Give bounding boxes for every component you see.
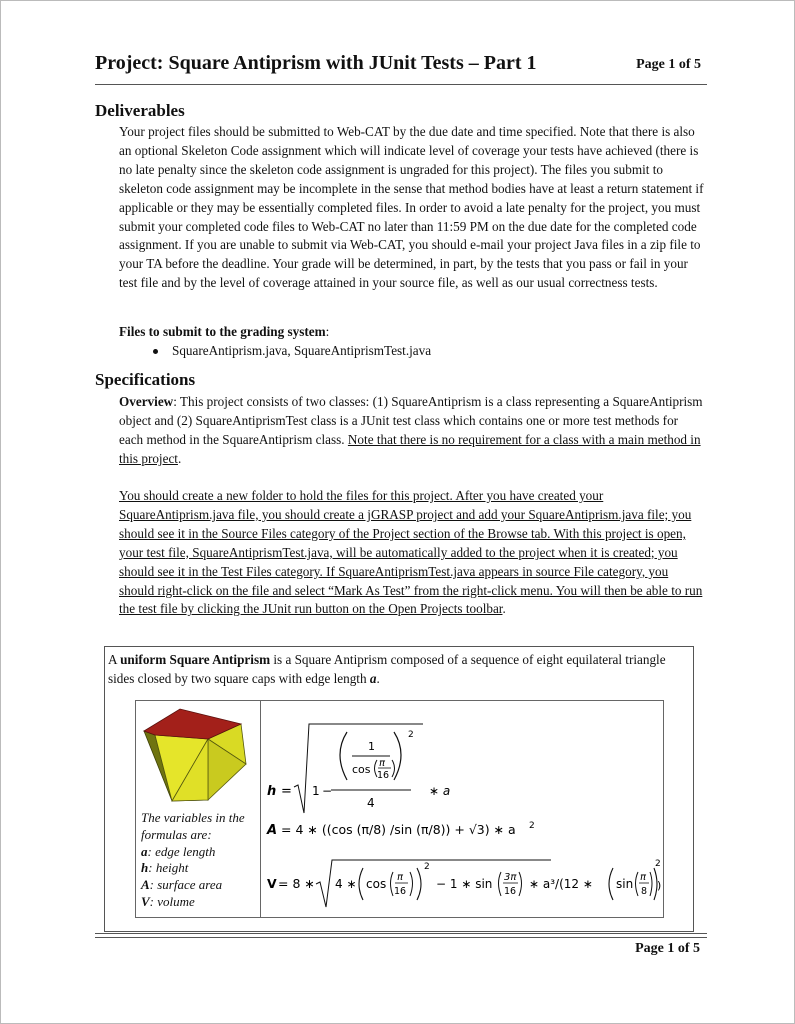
V-exponent-2: 2: [655, 859, 661, 869]
variable-a-desc: : edge length: [147, 843, 216, 859]
V-close-paren-1: [417, 868, 421, 900]
folder-end: .: [502, 601, 506, 617]
h-square-exponent: 2: [408, 730, 414, 740]
variable-A-symbol: A: [141, 877, 150, 893]
overview-text: : This project consists of two classes: (1) SquareAntiprism is a class representing a SquareAntiprism object and (2) SquareAntiprismTest class is a JUnit test class which contains one or more test methods for each method in the SquareAntiprism class.: [119, 394, 703, 447]
V-mid: − 1 ∗ sin: [436, 877, 493, 891]
A-formula: = 4 ∗ ((cos (π/8) /sin (π/8)) + √3) ∗ a: [281, 822, 516, 837]
overview-note: Note that there is no requirement for a class with a main method in this project: [119, 431, 701, 466]
h-inner-numerator: 1: [368, 740, 375, 753]
files-colon: :: [325, 324, 330, 339]
variable-a-symbol: a: [141, 843, 148, 859]
variable-legend: [141, 810, 251, 911]
bullet-dot-icon: [153, 349, 158, 354]
variable-h-symbol: h: [141, 860, 149, 876]
V-open-paren-2: [391, 872, 394, 896]
formula-table: [135, 700, 664, 918]
V-open-paren-5: [636, 872, 639, 896]
folder-instructions: You should create a new folder to hold the files for this project. After you have created your SquareAntiprism.java file, you should create a jGRASP project and add your SquareAntiprism.java file; you should see it in the Source Files category of the Project section of the Browse tab. With this project is open, your test file, SquareAntiprismTest.java, will be automatically added to the project when it is created; you should see it in the Test Files category. If SquareAntiprismTest.java appears in source File category, you should right-click on the file and select “Mark As Test” from the right-click menu. You will then be able to run the test file by clicking the JUnit run button on the Open Projects toolbar: [119, 488, 703, 617]
specifications-heading: Specifications: [95, 370, 196, 389]
definition-box: [104, 646, 694, 932]
footer-page-number: Page 1 of 5: [635, 941, 700, 956]
files-label: Files to submit to the grading system: [119, 324, 326, 339]
h-equals: =: [281, 784, 292, 799]
footer-rule: [95, 933, 707, 938]
variable-h-desc: : height: [148, 860, 189, 876]
V-open-paren-4: [609, 868, 613, 900]
definition-end: .: [376, 670, 380, 686]
variable-V-symbol: V: [141, 893, 150, 909]
page-header: [95, 52, 707, 85]
volume-formula: [267, 859, 661, 907]
area-formula: [266, 821, 535, 838]
h-open-paren-large: [340, 732, 347, 780]
folder-instructions-paragraph: [119, 487, 705, 619]
definition-text: [108, 651, 683, 689]
V-four-times: 4 ∗: [335, 877, 357, 891]
definition-article: A: [108, 652, 117, 667]
h-denominator: 4: [367, 796, 375, 810]
V-pi-2: π: [640, 872, 647, 883]
variable-A: [141, 877, 251, 894]
h-one: 1: [312, 784, 320, 798]
variable-A-desc: : surface area: [149, 877, 223, 893]
V-eight: 8: [641, 886, 648, 897]
h-cos-close-paren: [392, 760, 395, 777]
A-lhs: A: [267, 823, 278, 838]
variable-V-desc: : volume: [149, 893, 195, 909]
deliverables-paragraph: Your project files should be submitted to Web-CAT by the due date and time specified. Note that there is also an optional Skeleton Code assignment which will indicate level of coverage your tests have achieved (there is no late penalty since the skeleton code assignment is ungraded for this project). The files you submit to skeleton code assignment may be incomplete in the sense that method bodies have at least a return statement if applicable or they may be essentially completed files. In order to avoid a late penalty for the project, you must submit your completed code files to Web-CAT no later than 11:59 PM on the due date for the completed code assignment. If you are unable to submit via Web-CAT, you should e-mail your project Java files in a zip file to your TA before the deadline. Your grade will be determined, in part, by the tests that you pass or fail in your test file and by the level of coverage attained in your source file, as well as our usual correctness tests.: [119, 124, 704, 291]
V-pi-1: π: [397, 872, 404, 883]
document-title: Project: Square Antiprism with JUnit Tests – Part 1: [95, 52, 537, 74]
V-close-paren-5: [650, 872, 652, 896]
edge-symbol: a: [369, 670, 377, 686]
definition-term: uniform Square Antiprism: [120, 652, 271, 667]
V-sixteen-2: 16: [504, 886, 517, 897]
V-lhs: V: [267, 876, 277, 891]
V-a-cubed: ∗ a³/(12 ∗: [529, 877, 593, 891]
formulas-area: [261, 701, 663, 917]
variable-V: [141, 894, 251, 911]
V-open-paren-1: [359, 868, 363, 900]
h-sixteen: 16: [377, 770, 390, 781]
overview-paragraph: [119, 393, 705, 469]
square-antiprism-image: [142, 707, 252, 803]
height-formula: [267, 724, 450, 813]
h-lhs: h: [267, 784, 277, 799]
overview-label: Overview: [119, 394, 174, 409]
variable-h: [141, 860, 251, 877]
A-exponent: 2: [529, 821, 535, 831]
V-prefix: = 8 ∗: [278, 876, 315, 891]
h-close-paren-large: [394, 732, 401, 780]
h-cos: cos: [352, 763, 371, 776]
V-open-paren-3: [499, 872, 502, 896]
variable-a: [141, 844, 251, 861]
h-pi: π: [379, 758, 386, 769]
definition-body: is a Square Antiprism composed of a sequence of eight equilateral triangle sides closed by two square caps with edge length: [108, 652, 666, 686]
h-times-a: ∗ a: [429, 784, 451, 798]
files-list-text: SquareAntiprism.java, SquareAntiprismTest.java: [172, 343, 432, 358]
deliverables-heading: Deliverables: [95, 101, 185, 120]
variable-legend-intro: The variables in the formulas are:: [141, 810, 245, 842]
header-page-number: Page 1 of 5: [636, 57, 701, 72]
V-three-pi: 3π: [504, 872, 517, 883]
overview-end: .: [177, 450, 182, 466]
V-close-paren-text: ): [657, 879, 662, 892]
V-close-paren-3: [519, 872, 522, 896]
V-close-paren-2: [410, 872, 413, 896]
h-minus: −: [322, 784, 333, 798]
files-label-line: [119, 323, 705, 342]
V-exponent-1: 2: [424, 862, 430, 872]
V-cos: cos: [366, 877, 387, 891]
V-sixteen-1: 16: [394, 886, 407, 897]
V-sin: sin: [616, 877, 634, 891]
files-list-item: [172, 343, 431, 359]
